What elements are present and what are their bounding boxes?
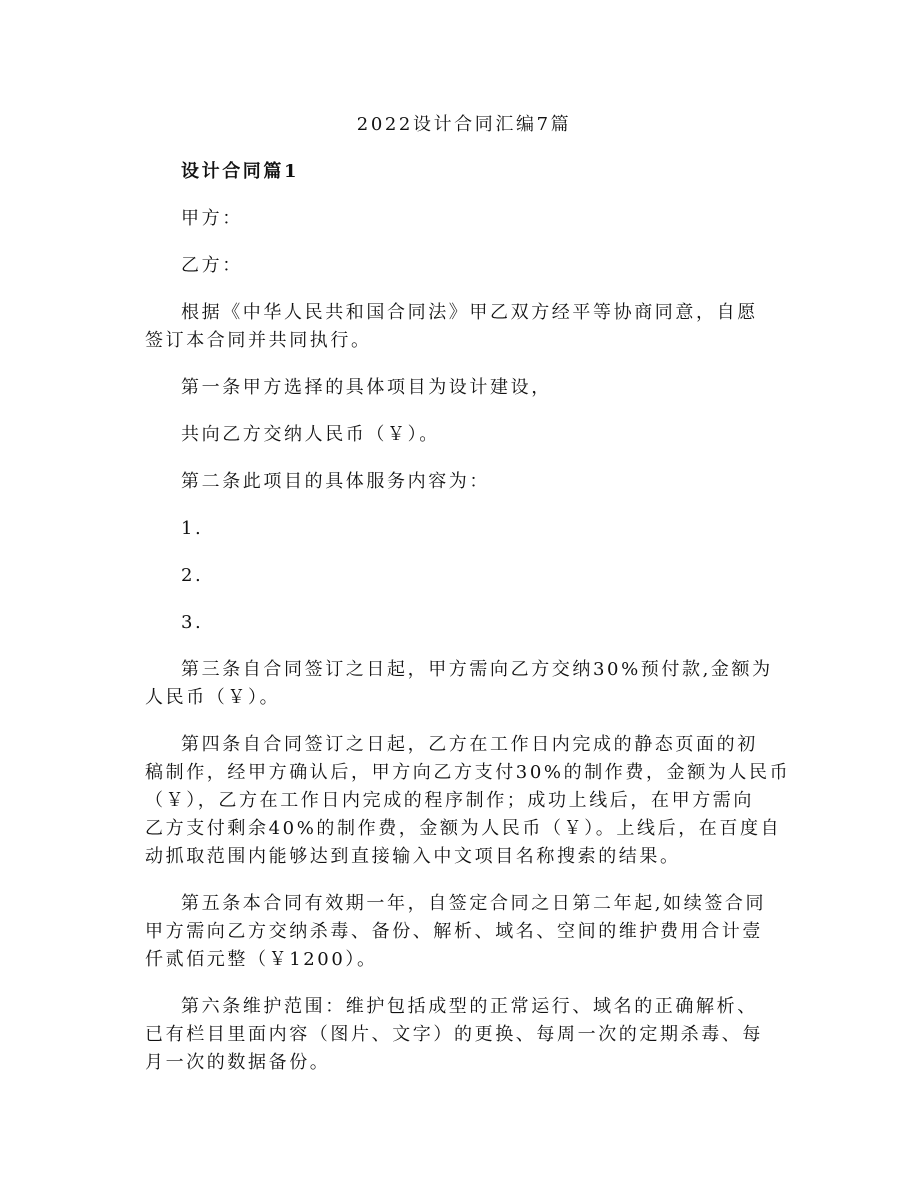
text-line: （￥），乙方在工作日内完成的程序制作；成功上线后，在甲方需向: [145, 790, 754, 811]
text-line: 第三条自合同签订之日起，甲方需向乙方交纳30%预付款,金额为: [181, 659, 773, 680]
text-line: 人民币（￥）。: [145, 687, 281, 708]
text-line: 第五条本合同有效期一年，自签定合同之日第二年起,如续签合同: [181, 893, 767, 914]
party-b: 乙方：: [181, 255, 243, 276]
text-line: 仟贰佰元整（￥1200）。: [145, 949, 378, 970]
article-2: 第二条此项目的具体服务内容为：: [181, 471, 490, 492]
text-line: 第六条维护范围：维护包括成型的正常运行、域名的正确解析、: [181, 996, 758, 1017]
text-line: 甲方需向乙方交纳杀毒、备份、解析、域名、空间的维护费用合计壹: [145, 921, 763, 942]
article-1: 第一条甲方选择的具体项目为设计建设，: [181, 377, 552, 398]
article-4: [145, 731, 791, 871]
intro-paragraph: [145, 299, 777, 355]
text-line: 签订本合同并共同执行。: [145, 330, 372, 351]
text-line: 乙方支付剩余40%的制作费，金额为人民币（￥）。上线后，在百度自: [145, 818, 782, 839]
article-3: [145, 656, 777, 712]
list-item: 3.: [181, 612, 204, 633]
text-line: 已有栏目里面内容（图片、文字）的更换、每周一次的定期杀毒、每: [145, 1024, 763, 1045]
text-line: 动抓取范围内能够达到直接输入中文项目名称搜索的结果。: [145, 846, 681, 867]
party-a: 甲方：: [181, 208, 243, 229]
text-line: 稿制作，经甲方确认后，甲方向乙方支付30%的制作费，金额为人民币: [145, 762, 791, 783]
document-title: 2022设计合同汇编7篇: [356, 114, 572, 135]
list-item: 1.: [181, 518, 204, 539]
list-item: 2.: [181, 565, 204, 586]
document-page: [145, 111, 791, 1096]
article-6: [145, 993, 777, 1077]
section-heading: 设计合同篇1: [181, 161, 300, 182]
article-1-payment: 共向乙方交纳人民币（￥）。: [181, 424, 440, 445]
article-5: [145, 890, 777, 974]
text-line: 第四条自合同签订之日起，乙方在工作日内完成的静态页面的初: [181, 734, 758, 755]
text-line: 根据《中华人民共和国合同法》甲乙双方经平等协商同意，自愿: [181, 302, 758, 323]
text-line: 月一次的数据备份。: [145, 1052, 331, 1073]
